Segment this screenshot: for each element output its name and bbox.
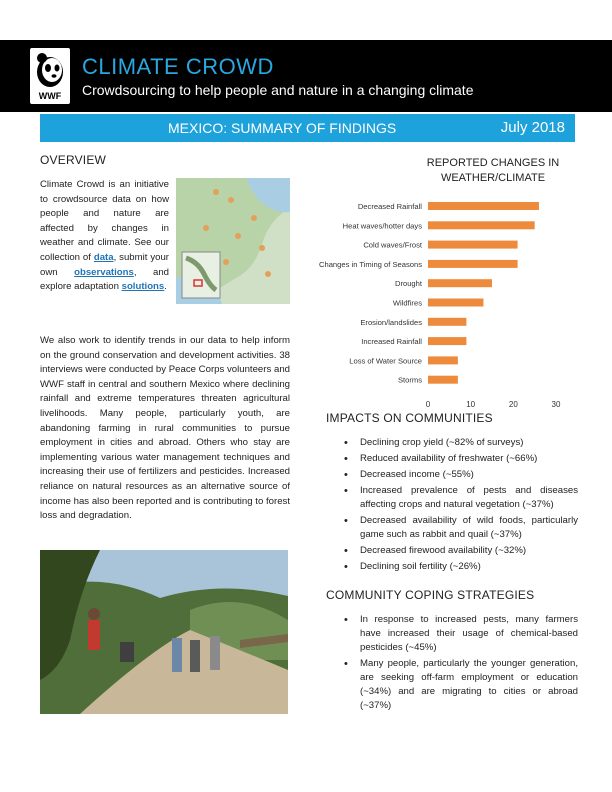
category-label: Decreased Rainfall bbox=[357, 202, 422, 211]
x-tick-label: 10 bbox=[466, 400, 476, 409]
impact-item: • Decreased availability of wild foods, particularly game such as rabbit and quail (~37%) bbox=[338, 514, 578, 542]
impacts-heading: IMPACTS ON COMMUNITIES bbox=[326, 411, 493, 425]
header-bar bbox=[0, 40, 612, 112]
impact-item: • Declining crop yield (~82% of surveys) bbox=[338, 436, 578, 450]
impacts-list bbox=[338, 436, 578, 576]
category-label: Wildfires bbox=[392, 298, 422, 308]
x-tick-label: 0 bbox=[425, 400, 431, 409]
bar bbox=[428, 376, 458, 384]
overview-text-4: . bbox=[164, 281, 167, 293]
banner-title: MEXICO: SUMMARY OF FINDINGS bbox=[168, 120, 397, 136]
bar bbox=[428, 299, 483, 307]
coping-list bbox=[338, 613, 578, 715]
data-link[interactable]: data bbox=[93, 251, 114, 263]
summary-banner bbox=[40, 114, 575, 142]
mexico-map bbox=[176, 178, 290, 304]
panda-icon bbox=[34, 52, 66, 88]
bar-chart bbox=[304, 194, 594, 414]
category-label: Heat waves/hotter days bbox=[342, 221, 422, 231]
overview-text-1: Climate Crowd is an initiative to crowdsource data on how people and nature are affected by changes in weather and climate. See our collection of bbox=[40, 179, 169, 263]
bar bbox=[428, 356, 458, 364]
coping-item: • Many people, particularly the younger generation, are seeking off-farm employment or education (~34%) and are migrating to cities or abroad (~37%) bbox=[338, 657, 578, 713]
bar bbox=[428, 260, 518, 268]
bar bbox=[428, 337, 466, 345]
overview-text-3: , and explore adaptation bbox=[40, 266, 170, 293]
impact-item: • Decreased income (~55%) bbox=[338, 468, 578, 482]
wwf-logo bbox=[30, 48, 70, 104]
overview-heading: OVERVIEW bbox=[40, 153, 107, 167]
category-label: Changes in Timing of Seasons bbox=[319, 259, 422, 269]
solutions-link[interactable]: solutions bbox=[121, 281, 165, 293]
impact-item: • Increased prevalence of pests and diseases affecting crops and natural vegetation (~37%) bbox=[338, 484, 578, 512]
coping-item: • In response to increased pests, many farmers have increased their usage of chemical-based pesticides (~45%) bbox=[338, 613, 578, 655]
impact-item: • Reduced availability of freshwater (~66%) bbox=[338, 452, 578, 466]
bar bbox=[428, 279, 492, 287]
overview-text-2: , submit your own bbox=[40, 251, 170, 278]
category-label: Drought bbox=[394, 279, 422, 289]
field-photo bbox=[40, 550, 288, 714]
bar bbox=[428, 318, 466, 326]
category-label: Increased Rainfall bbox=[361, 337, 422, 347]
observations-link[interactable]: observations bbox=[74, 266, 134, 278]
impact-item: • Declining soil fertility (~26%) bbox=[338, 560, 578, 574]
category-label: Cold waves/Frost bbox=[363, 240, 422, 250]
x-tick-label: 20 bbox=[508, 400, 518, 409]
category-label: Storms bbox=[397, 375, 422, 385]
coping-heading: COMMUNITY COPING STRATEGIES bbox=[326, 588, 535, 602]
page-subtitle: Crowdsourcing to help people and nature in a changing climate bbox=[82, 82, 474, 98]
category-label: Erosion/landslides bbox=[360, 317, 422, 327]
chart-title: REPORTED CHANGES IN WEATHER/CLIMATE bbox=[426, 157, 560, 184]
bar bbox=[428, 241, 518, 249]
x-tick-label: 30 bbox=[551, 400, 561, 409]
banner-date: July 2018 bbox=[500, 119, 565, 136]
bar bbox=[428, 202, 539, 210]
bar bbox=[428, 221, 535, 229]
overview-paragraph-2: We also work to identify trends in our data to help inform on the ground conservation and development activities. 38 interviews were conducted by Peace Corps volunteers and WWF staff in central and southern Mexico where declining rainfall and extreme temperatures threaten agricultural livelihoods. Many people, particularly youth, are abandoning farming in rural communities to pursue employment in cities and abroad. Others who stay are implementing various water management techniques and increasing their use of fertilizers and pesticides. Increased reliance on natural resources as an alternative source of income has also been reported and is contributing to forest loss and degradation. bbox=[40, 335, 290, 522]
overview-paragraph-1 bbox=[40, 178, 169, 295]
logo-text: WWF bbox=[38, 91, 62, 101]
impact-item: • Decreased firewood availability (~32%) bbox=[338, 544, 578, 558]
category-label: Loss of Water Source bbox=[349, 356, 422, 366]
page-title: CLIMATE CROWD bbox=[82, 54, 274, 79]
